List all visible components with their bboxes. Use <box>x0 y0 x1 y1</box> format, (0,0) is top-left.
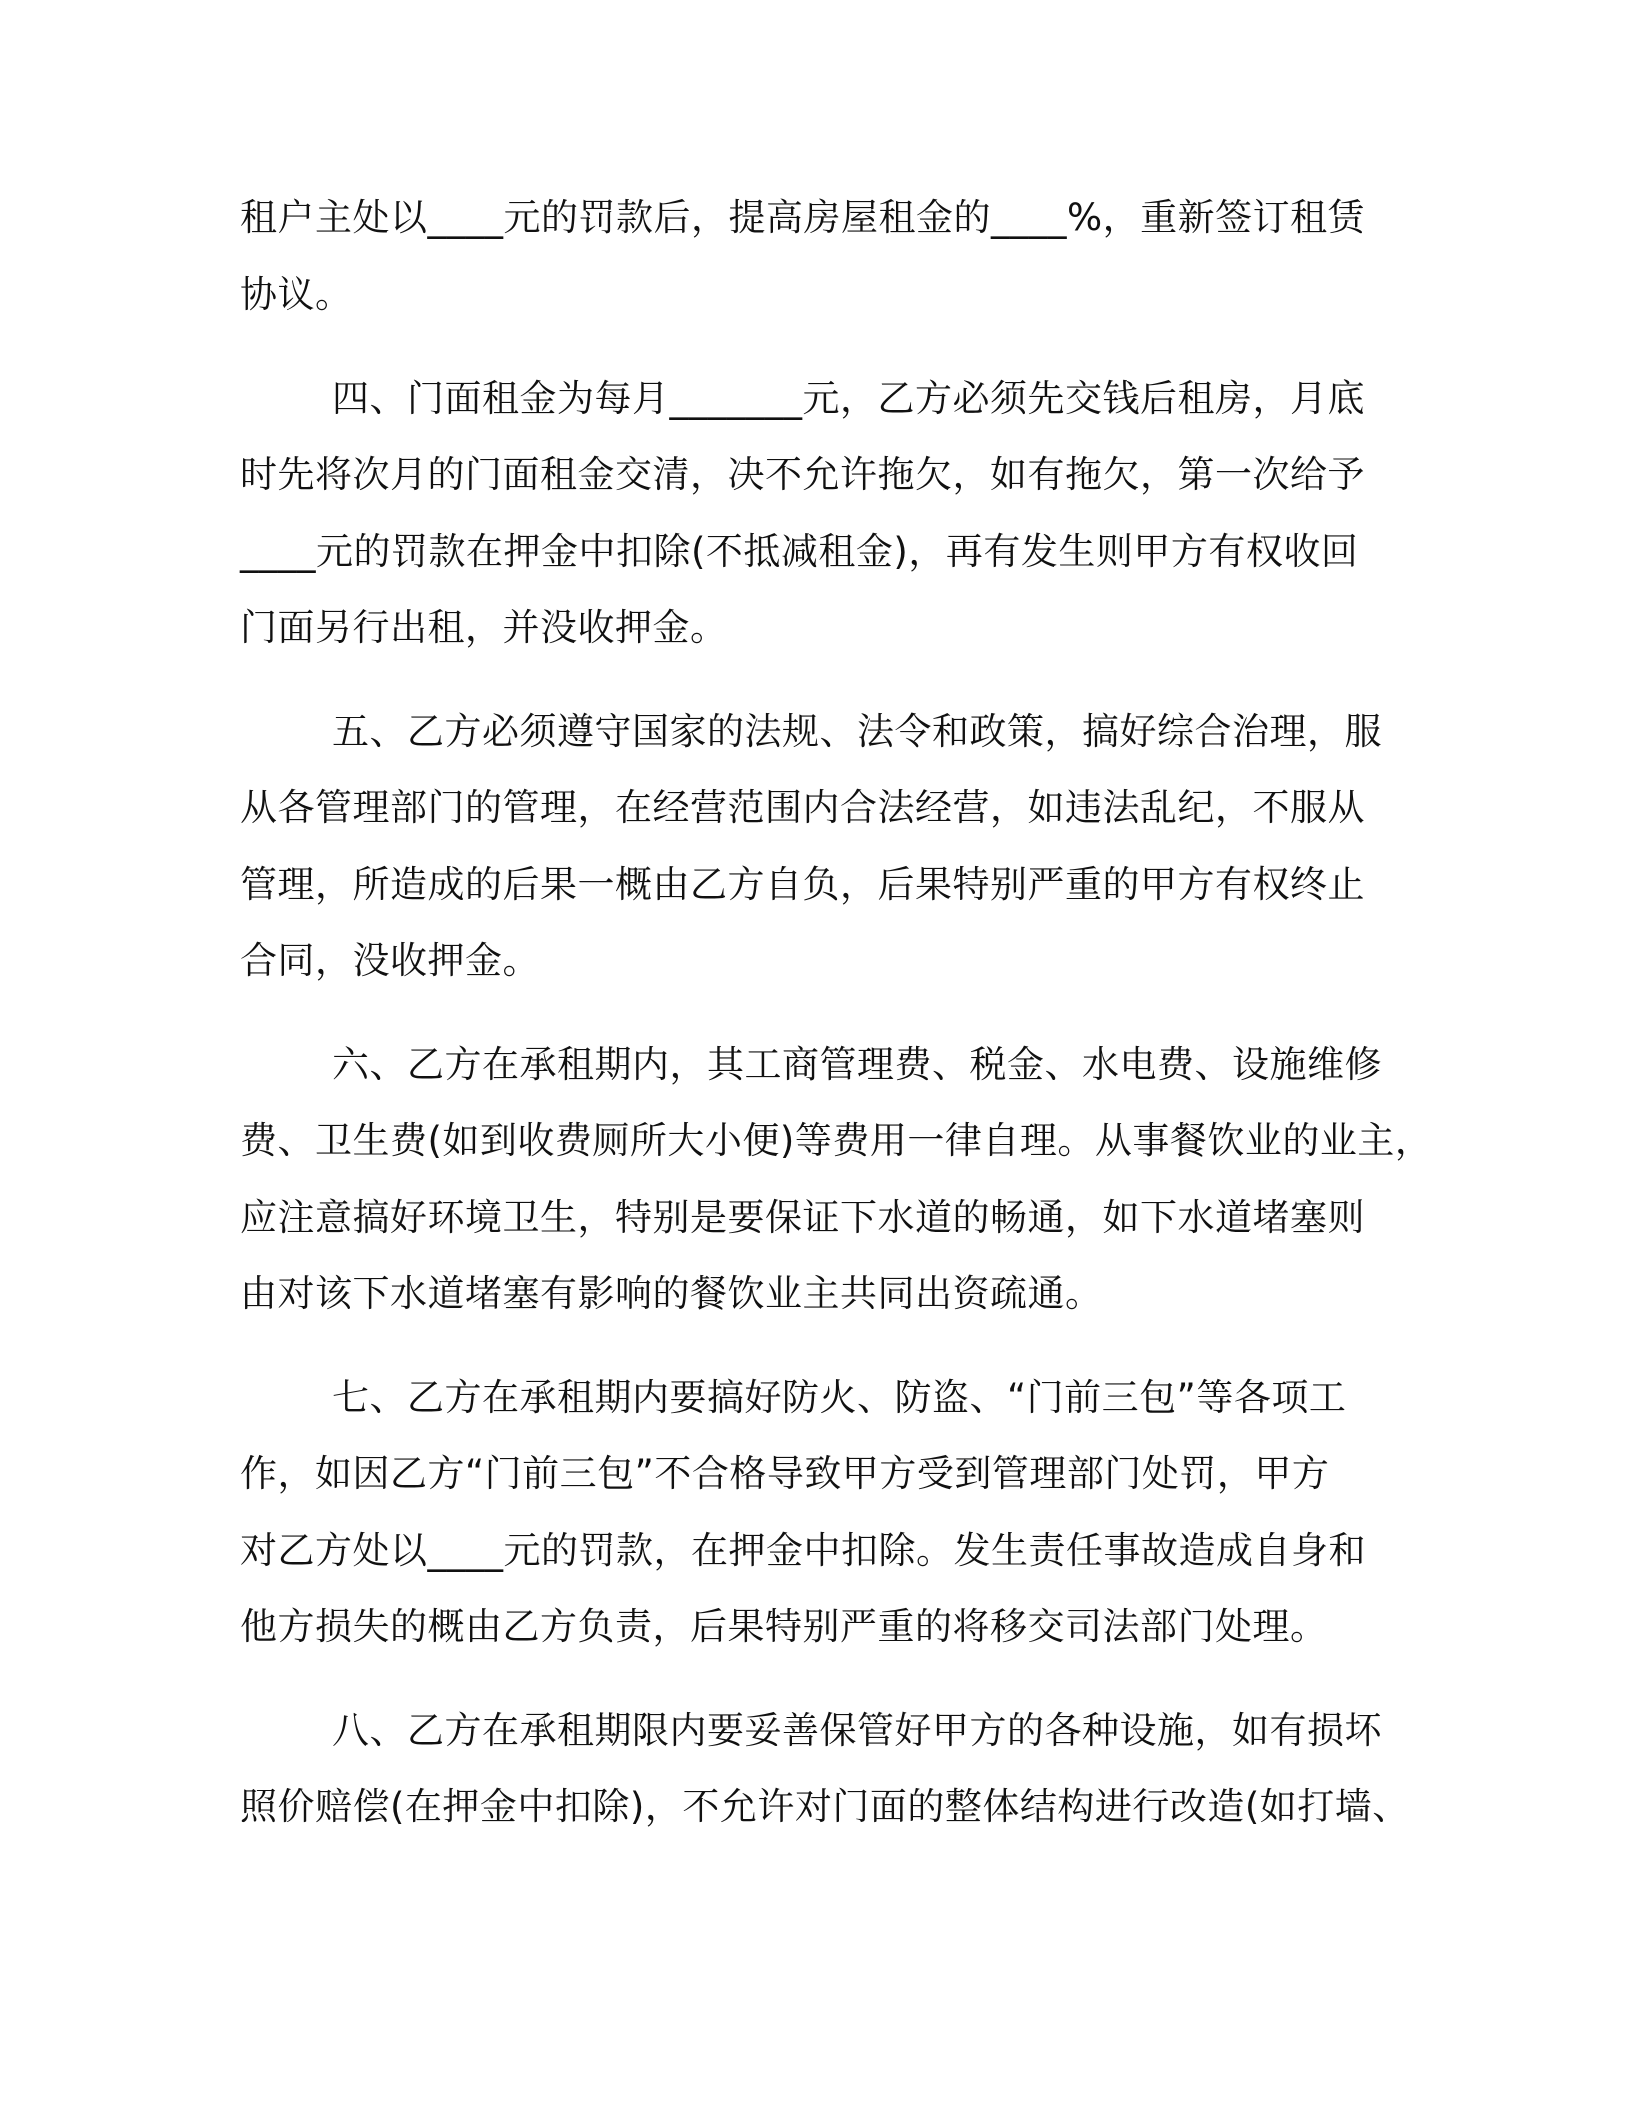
paragraph-line: 对乙方处以____元的罚款，在押金中扣除。发生责任事故造成自身和 <box>240 1529 1366 1572</box>
paragraph-line: 五、乙方必须遵守国家的法规、法令和政策，搞好综合治理，服 <box>332 710 1382 753</box>
paragraph-line: 由对该下水道堵塞有影响的餐饮业主共同出资疏通。 <box>240 1272 1103 1315</box>
paragraph-line: 协议。 <box>240 273 353 316</box>
paragraph-line: 六、乙方在承租期内，其工商管理费、税金、水电费、设施维修 <box>332 1043 1382 1086</box>
paragraph-line: 时先将次月的门面租金交清，决不允许拖欠，如有拖欠，第一次给予 <box>240 453 1365 496</box>
paragraph-line: 租户主处以____元的罚款后，提高房屋租金的____%，重新签订租赁 <box>240 196 1366 239</box>
paragraph-line: 他方损失的概由乙方负责，后果特别严重的将移交司法部门处理。 <box>240 1605 1328 1648</box>
paragraph-line: 管理，所造成的后果一概由乙方自负，后果特别严重的甲方有权终止 <box>240 863 1365 906</box>
paragraph-line: 四、门面租金为每月_______元，乙方必须先交钱后租房，月底 <box>332 377 1365 420</box>
paragraph-line: 八、乙方在承租期限内要妥善保管好甲方的各种设施，如有损坏 <box>332 1709 1382 1752</box>
paragraph-line: 作，如因乙方“门前三包”不合格导致甲方受到管理部门处罚，甲方 <box>240 1452 1330 1495</box>
paragraph-line: 从各管理部门的管理，在经营范围内合法经营，如违法乱纪，不服从 <box>240 786 1365 829</box>
paragraph-line: ____元的罚款在押金中扣除(不抵减租金)，再有发生则甲方有权收回 <box>240 530 1359 573</box>
paragraph-line: 照价赔偿(在押金中扣除)，不允许对门面的整体结构进行改造(如打墙、 <box>240 1785 1410 1828</box>
paragraph-line: 费、卫生费(如到收费厕所大小便)等费用一律自理。从事餐饮业的业主， <box>240 1119 1433 1162</box>
paragraph-line: 七、乙方在承租期内要搞好防火、防盗、“门前三包”等各项工 <box>332 1376 1347 1419</box>
paragraph-line: 合同，没收押金。 <box>240 939 540 982</box>
paragraph-line: 门面另行出租，并没收押金。 <box>240 606 728 649</box>
paragraph-line: 应注意搞好环境卫生，特别是要保证下水道的畅通，如下水道堵塞则 <box>240 1196 1365 1239</box>
